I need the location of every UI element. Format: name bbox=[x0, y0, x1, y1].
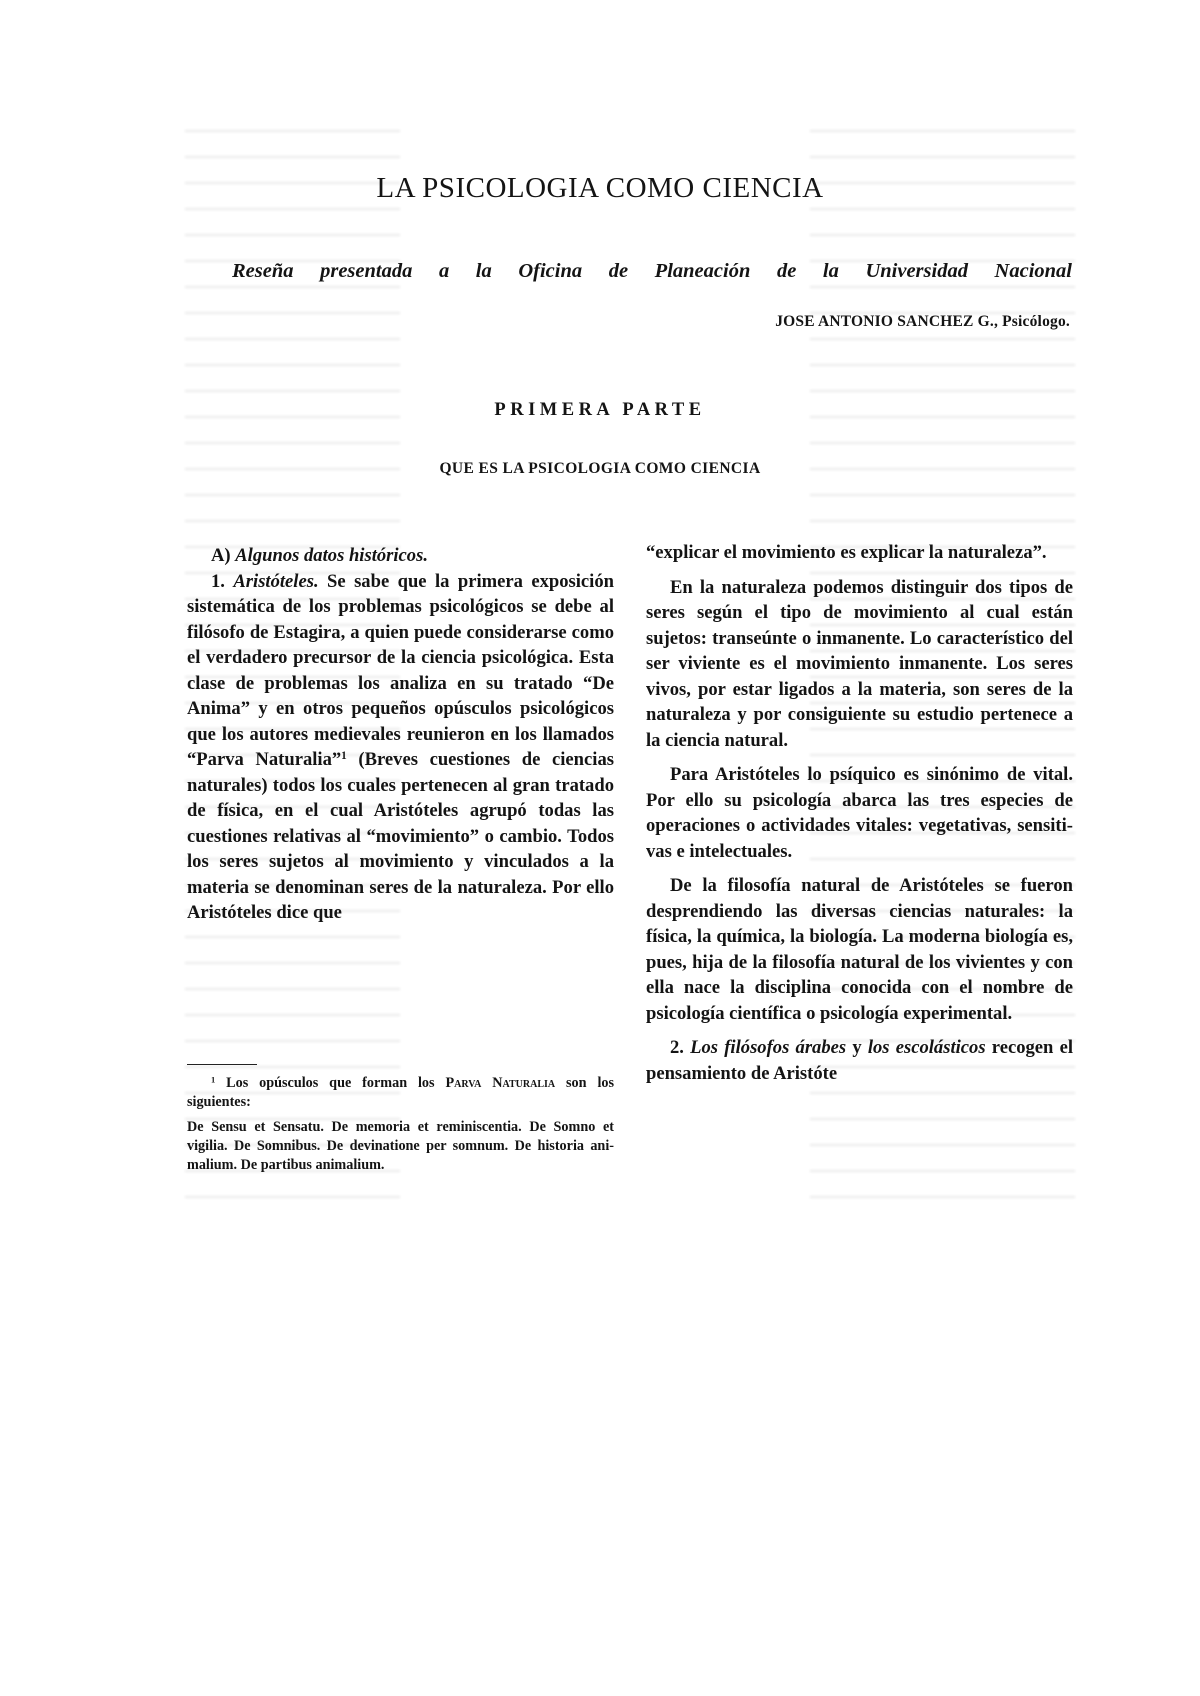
paragraph-name: Aristóteles. bbox=[233, 570, 319, 592]
article-title: LA PSICOLOGIA COMO CIENCIA bbox=[376, 172, 824, 204]
footnote-intro bbox=[187, 1074, 614, 1112]
paragraph-psiquico: Para Aristóteles lo psíquico es sinónimo de vital. Por ello su psicología abarca las tres especies de operaciones o actividades vitales: vegetativas, sensitivas e intelectuales. bbox=[646, 764, 1073, 862]
footnote-divider bbox=[187, 1064, 257, 1065]
footnote-number: 1 bbox=[211, 1074, 216, 1085]
footnote-smallcaps: Parva Naturalia bbox=[445, 1075, 556, 1091]
paragraph-filosofia-natural: De la filosofía natural de Aristóteles se fueron desprendiendo las diversas ciencias naturales: la física, la química, la biología. La moderna biología es, pues, hija de la filosofía natural de los vivientes y con ella nace la disciplina conocida con el nombre de psicología científica o psicología experimental. bbox=[646, 875, 1073, 1024]
italic-escolasticos: los escolásticos bbox=[867, 1037, 986, 1058]
paragraph-number-2: 2. bbox=[670, 1037, 684, 1058]
connector: y bbox=[846, 1037, 868, 1058]
subsection-letter: A) bbox=[211, 545, 231, 566]
section-heading: QUE ES LA PSICOLOGIA COMO CIENCIA bbox=[439, 460, 761, 477]
subsection-title: Algunos datos históricos. bbox=[235, 545, 428, 566]
paragraph-text-b: (Breves cuestiones de ciencias naturales) todos los cuales pertenecen al gran tratado de física, en el cual Aristóteles agrupó todas las cuestiones relativas al “movimiento” o cambio. Todos los seres sujetos al movimiento y vinculados a la materia se denominan seres de la naturaleza. Por ello Aristóteles dice que bbox=[187, 749, 614, 923]
footnote-marker: 1 bbox=[341, 749, 347, 762]
paragraph-continuation: “explicar el movimiento es explicar la naturaleza”. bbox=[646, 542, 1047, 563]
right-column bbox=[646, 540, 1073, 1086]
footnote-text-a: Los opúsculos que forman los bbox=[215, 1075, 446, 1091]
footnote-list: De Sensu et Sensatu. De memoria et reminiscentia. De Somno et vigilia. De Somnibus. De devinatione per somnum. De historia animalium. De partibus animalium. bbox=[187, 1119, 614, 1173]
article-subtitle: Reseña presentada a la Oficina de Planeación de la Universidad Nacional bbox=[232, 260, 1072, 282]
paragraph-tipos-de-seres: En la naturaleza podemos distinguir dos tipos de seres según el tipo de movimiento al cual están sujetos: transeúnte o inmanente. Lo característico del ser viviente es el movimiento inmanente. Los seres vivos, por estar ligados a la materia, son seres de la naturaleza y por consiguiente su estudio pertenece a la ciencia natural. bbox=[646, 576, 1073, 751]
part-heading: PRIMERA PARTE bbox=[494, 400, 706, 420]
author-line: JOSE ANTONIO SANCHEZ G., Psicólogo. bbox=[775, 313, 1070, 330]
italic-arabes: Los filósofos árabes bbox=[690, 1037, 847, 1058]
paragraph-text-a: Se sabe que la primera exposición sistemática de los problemas psicológicos se debe al filósofo de Estagira, a quien puede considerarse como el verdadero precursor de la ciencia psicológica. Esta clase de problemas los analiza en su tratado “De Anima” y en otros pequeños opúsculos psicológicos que los autores medievales reunieron en los llamados “Parva Naturalia” bbox=[187, 570, 614, 770]
paragraph-arabes bbox=[646, 1035, 1073, 1086]
paragraph-text: recogen el pensamiento de Aristóte bbox=[646, 1037, 1073, 1084]
left-column bbox=[187, 543, 614, 926]
footnote bbox=[187, 1074, 614, 1175]
footnote-text-b: son los siguientes: bbox=[187, 1075, 614, 1110]
subsection-heading bbox=[187, 543, 614, 569]
paragraph-number: 1. bbox=[211, 570, 225, 592]
paragraph-aristoteles bbox=[187, 569, 614, 926]
